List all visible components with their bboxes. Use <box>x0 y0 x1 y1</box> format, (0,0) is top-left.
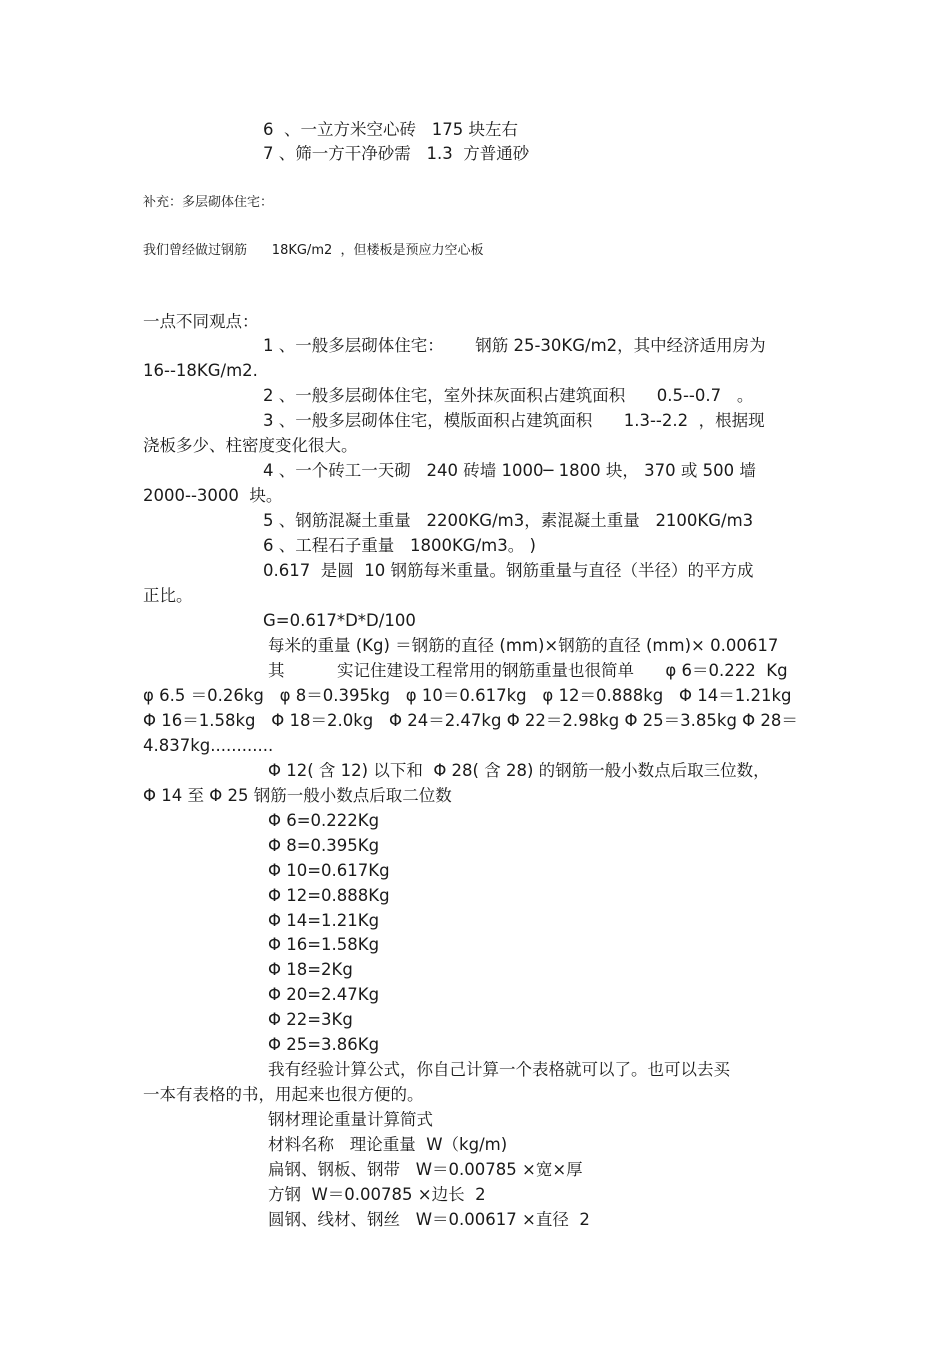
text-line: 16--18KG/m2. <box>143 361 258 380</box>
text-line: 我有经验计算公式，你自己计算一个表格就可以了。也可以去买 <box>268 1060 730 1079</box>
text-line: 材料名称 理论重量 W（kg/m) <box>268 1135 508 1154</box>
text-line: Φ 22=3Kg <box>268 1010 353 1029</box>
text-line: Φ 10=0.617Kg <box>268 861 390 880</box>
text-line: Φ 8=0.395Kg <box>268 836 380 855</box>
text-line: 4 、一个砖工一天砌 240 砖墙 1000─ 1800 块， 370 或 500 墙 <box>263 461 756 480</box>
text-line: Φ 25=3.86Kg <box>268 1035 380 1054</box>
text-line: Φ 20=2.47Kg <box>268 985 380 1004</box>
text-line: Φ 12( 含 12) 以下和 Φ 28( 含 28) 的钢筋一般小数点后取三位数， <box>268 761 770 780</box>
text-line: Φ 16=1.58Kg <box>268 935 380 954</box>
text-line: 2 、一般多层砌体住宅，室外抹灰面积占建筑面积 0.5--0.7 。 <box>263 386 754 405</box>
text-line: 每米的重量 (Kg) ＝钢筋的直径 (mm)×钢筋的直径 (mm)× 0.00617 <box>268 636 779 655</box>
text-line: 扁钢、钢板、钢带 W＝0.00785 ×宽×厚 <box>268 1160 583 1179</box>
text-line: φ 6.5 ＝0.26kg φ 8＝0.395kg φ 10＝0.617kg φ 12＝0.888kg Φ 14＝1.21kg <box>143 686 792 705</box>
text-line: Φ 12=0.888Kg <box>268 886 390 905</box>
text-line: 圆钢、线材、钢丝 W＝0.00617 ×直径 2 <box>268 1210 590 1229</box>
text-line: G=0.617*D*D/100 <box>263 611 416 630</box>
text-line: 7 、筛一方干净砂需 1.3 方普通砂 <box>263 144 530 163</box>
text-line: Φ 16＝1.58kg Φ 18＝2.0kg Φ 24＝2.47kg Φ 22＝2.98kg Φ 25＝3.85kg Φ 28＝ <box>143 711 798 730</box>
text-line: 4.837kg............ <box>143 736 274 755</box>
text-line: Φ 18=2Kg <box>268 960 353 979</box>
text-line: 5 、钢筋混凝土重量 2200KG/m3，素混凝土重量 2100KG/m3 <box>263 511 754 530</box>
text-line: 方钢 W＝0.00785 ×边长 2 <box>268 1185 486 1204</box>
text-line: 6 、一立方米空心砖 175 块左右 <box>263 120 518 139</box>
text-line: 2000--3000 块。 <box>143 486 283 505</box>
text-line: 1 、一般多层砌体住宅： 钢筋 25-30KG/m2，其中经济适用房为 <box>263 336 766 355</box>
text-line: 6 、工程石子重量 1800KG/m3。 ) <box>263 536 536 555</box>
text-line: 正比。 <box>143 586 193 605</box>
text-line: 浇板多少、柱密度变化很大。 <box>143 436 358 455</box>
text-line: Φ 14=1.21Kg <box>268 911 380 930</box>
text-line: 0.617 是圆 10 钢筋每米重量。钢筋重量与直径（半径）的平方成 <box>263 561 754 580</box>
text-line: 一本有表格的书，用起来也很方便的。 <box>143 1085 424 1104</box>
text-line: 3 、一般多层砌体住宅，模版面积占建筑面积 1.3--2.2 ，根据现 <box>263 411 765 430</box>
text-line: 其 实记住建设工程常用的钢筋重量也很简单 φ 6＝0.222 Kg <box>268 661 788 680</box>
text-line: 我们曾经做过钢筋 18KG/m2 ，但楼板是预应力空心板 <box>143 243 484 258</box>
text-line: 一点不同观点： <box>143 312 259 331</box>
text-line: 钢材理论重量计算简式 <box>268 1110 433 1129</box>
text-line: Φ 14 至 Φ 25 钢筋一般小数点后取二位数 <box>143 786 452 805</box>
text-line: 补充：多层砌体住宅： <box>143 195 274 210</box>
text-line: Φ 6=0.222Kg <box>268 811 380 830</box>
